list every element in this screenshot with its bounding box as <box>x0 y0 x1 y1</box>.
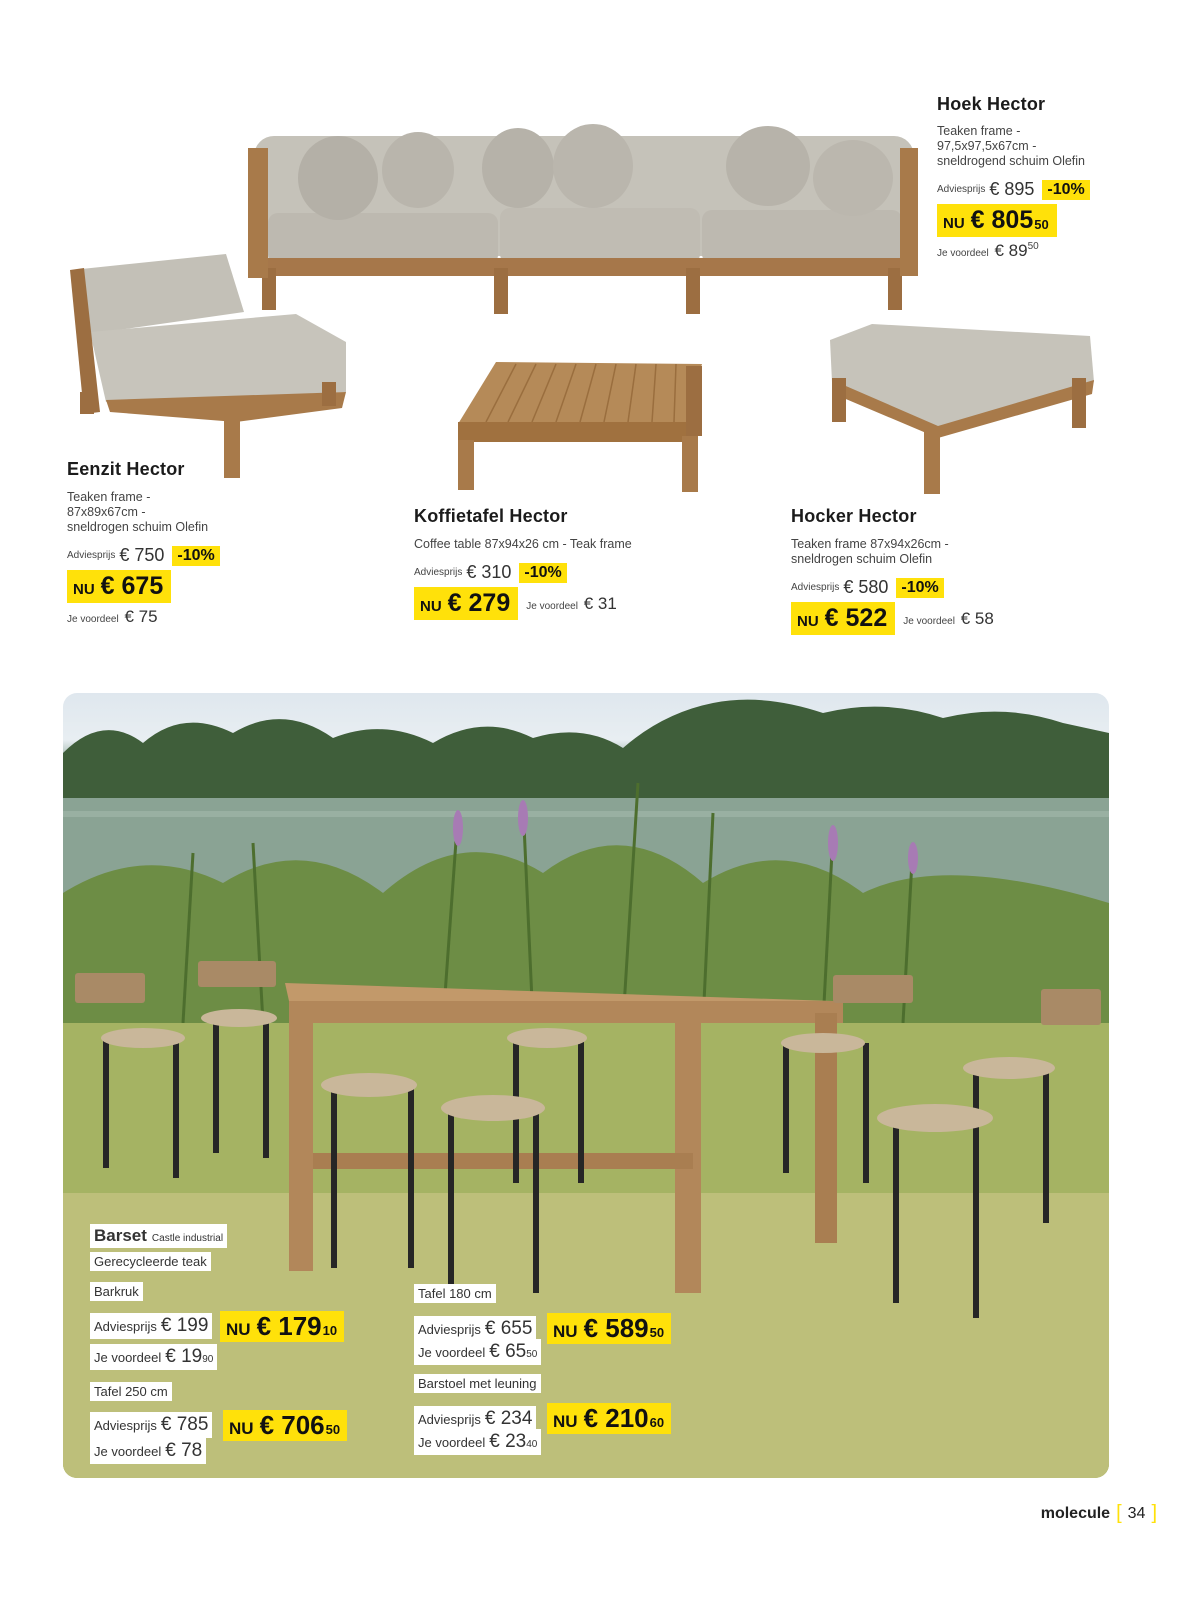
nu-price: € 210 <box>583 1403 649 1433</box>
voordeel-price: € 58 <box>960 608 994 628</box>
barstoel-voordeel-row <box>414 1429 541 1455</box>
nu-price: € 522 <box>824 604 888 632</box>
advies-price: € 234 <box>484 1408 533 1429</box>
description-line: Coffee table 87x94x26 cm - Teak frame <box>414 537 632 551</box>
tafel180-nu-box <box>547 1313 671 1344</box>
nu-label: NU <box>73 581 95 598</box>
barkruk-advies-row <box>90 1313 212 1339</box>
advies-label: Adviesprijs <box>94 1319 157 1334</box>
lake-scene-drawing <box>63 693 1109 1478</box>
voordeel-label: Je voordeel <box>903 615 955 627</box>
description-line: sneldrogen schuim Olefin <box>67 520 209 534</box>
voordeel-price: € 65 <box>489 1341 527 1362</box>
voordeel-cents: 50 <box>1027 241 1039 252</box>
tafel250-voordeel-row <box>90 1438 206 1464</box>
description-line: Teaken frame - <box>937 124 1021 138</box>
nu-price: € 279 <box>447 589 511 617</box>
nu-row <box>791 602 1111 635</box>
voordeel-label: Je voordeel <box>526 600 578 612</box>
voordeel-row <box>903 609 994 629</box>
advies-label: Adviesprijs <box>791 582 840 593</box>
nu-label: NU <box>797 613 819 630</box>
barstoel-nu-box <box>547 1403 671 1434</box>
barkruk-label: Barkruk <box>90 1282 143 1301</box>
product-description <box>791 537 1111 567</box>
advies-price: € 199 <box>160 1315 209 1336</box>
advies-row <box>791 577 1111 598</box>
voordeel-price: € 78 <box>165 1440 203 1461</box>
nu-price-box <box>937 204 1057 237</box>
advies-label: Adviesprijs <box>94 1418 157 1433</box>
nu-price-cents: 50 <box>1034 217 1049 232</box>
discount-badge: -10% <box>172 546 219 566</box>
voordeel-label: Je voordeel <box>418 1435 486 1450</box>
nu-label: NU <box>229 1419 254 1438</box>
advies-label: Adviesprijs <box>414 567 463 578</box>
nu-row <box>414 587 754 620</box>
voordeel-price: € 19 <box>165 1346 203 1367</box>
description-line: sneldrogen schuim Olefin <box>791 552 933 566</box>
nu-price-cents: 60 <box>649 1415 665 1430</box>
advies-label: Adviesprijs <box>418 1322 481 1337</box>
bracket-open: [ <box>1116 1502 1122 1524</box>
advies-price: € 580 <box>843 577 889 597</box>
nu-label: NU <box>420 598 442 615</box>
voordeel-cents: 50 <box>526 1349 538 1360</box>
nu-label: NU <box>226 1320 251 1339</box>
barset-title-box <box>90 1224 227 1248</box>
description-line: 97,5x97,5x67cm - <box>937 139 1037 153</box>
voordeel-row <box>67 607 327 627</box>
advies-price: € 785 <box>160 1414 209 1435</box>
discount-badge: -10% <box>1042 180 1089 200</box>
barkruk-voordeel-row <box>90 1344 217 1370</box>
description-line: Teaken frame - <box>67 490 151 504</box>
advies-label: Adviesprijs <box>67 550 116 561</box>
voordeel-price: € 31 <box>583 593 617 613</box>
koffietafel-drawing <box>456 360 704 494</box>
product-koffietafel-hector <box>414 506 754 620</box>
eenzit-chair-drawing <box>66 252 348 480</box>
barset-subtitle: Castle industrial <box>151 1233 224 1244</box>
nu-price-cents: 50 <box>649 1325 665 1340</box>
advies-row <box>67 545 327 566</box>
voordeel-cents: 90 <box>202 1354 214 1365</box>
tafel180-label: Tafel 180 cm <box>414 1284 496 1303</box>
voordeel-price: € 23 <box>489 1431 527 1452</box>
nu-price-cents: 50 <box>325 1422 341 1437</box>
nu-price: € 675 <box>100 572 164 600</box>
hocker-image <box>828 318 1104 500</box>
voordeel-label: Je voordeel <box>67 614 119 625</box>
advies-price: € 750 <box>119 545 165 565</box>
eenzit-chair-image <box>66 252 348 480</box>
voordeel-label: Je voordeel <box>418 1345 486 1360</box>
advies-label: Adviesprijs <box>418 1412 481 1427</box>
nu-price-box <box>791 602 895 635</box>
voordeel-row <box>526 594 617 614</box>
tafel250-nu-box <box>223 1410 347 1441</box>
advies-row <box>937 179 1177 200</box>
voordeel-price: € 75 <box>124 607 158 626</box>
brand-name: molecule <box>1040 1504 1111 1522</box>
barkruk-nu-box <box>220 1311 344 1342</box>
nu-price: € 805 <box>970 206 1034 234</box>
corner-sofa-image <box>248 118 920 314</box>
voordeel-label: Je voordeel <box>94 1444 162 1459</box>
tafel180-voordeel-row <box>414 1339 541 1365</box>
nu-price-box <box>67 570 171 603</box>
discount-badge: -10% <box>896 578 943 598</box>
koffietafel-image <box>456 360 704 494</box>
page-number: 34 <box>1127 1504 1146 1522</box>
barset-material: Gerecycleerde teak <box>90 1252 211 1271</box>
voordeel-price: € 89 <box>994 241 1028 260</box>
product-title: Hocker Hector <box>791 506 917 526</box>
nu-price: € 179 <box>256 1311 322 1341</box>
product-description <box>414 537 754 552</box>
nu-label: NU <box>553 1322 578 1341</box>
description-line: sneldrogend schuim Olefin <box>937 154 1085 168</box>
product-title: Eenzit Hector <box>67 459 185 479</box>
nu-label: NU <box>553 1412 578 1431</box>
advies-label: Adviesprijs <box>937 184 986 195</box>
barset-title: Barset <box>94 1226 147 1245</box>
nu-price: € 589 <box>583 1313 649 1343</box>
product-hocker-hector <box>791 506 1111 635</box>
tafel250-advies-row <box>90 1412 212 1438</box>
voordeel-label: Je voordeel <box>937 248 989 259</box>
description-line: Teaken frame 87x94x26cm - <box>791 537 949 551</box>
barset-lake-photo <box>63 693 1109 1478</box>
bracket-close: ] <box>1151 1502 1157 1524</box>
nu-price-box <box>414 587 518 620</box>
nu-label: NU <box>943 215 965 232</box>
discount-badge: -10% <box>519 563 566 583</box>
nu-price: € 706 <box>259 1410 325 1440</box>
advies-price: € 655 <box>484 1318 533 1339</box>
product-description <box>67 490 327 535</box>
advies-price: € 895 <box>989 179 1035 199</box>
page-footer <box>1041 1502 1163 1525</box>
product-eenzit-hector <box>67 459 327 627</box>
barstoel-label: Barstoel met leuning <box>414 1374 541 1393</box>
voordeel-row <box>937 241 1177 261</box>
product-title: Hoek Hector <box>937 94 1046 114</box>
voordeel-label: Je voordeel <box>94 1350 162 1365</box>
voordeel-cents: 40 <box>526 1439 538 1450</box>
hocker-drawing <box>828 318 1104 500</box>
nu-price-cents: 10 <box>322 1323 338 1338</box>
product-title: Koffietafel Hector <box>414 506 568 526</box>
description-line: 87x89x67cm - <box>67 505 146 519</box>
product-hoek-hector <box>937 94 1177 261</box>
advies-price: € 310 <box>466 562 512 582</box>
advies-row <box>414 562 754 583</box>
tafel250-label: Tafel 250 cm <box>90 1382 172 1401</box>
product-description <box>937 124 1177 169</box>
corner-sofa-drawing <box>248 118 920 314</box>
